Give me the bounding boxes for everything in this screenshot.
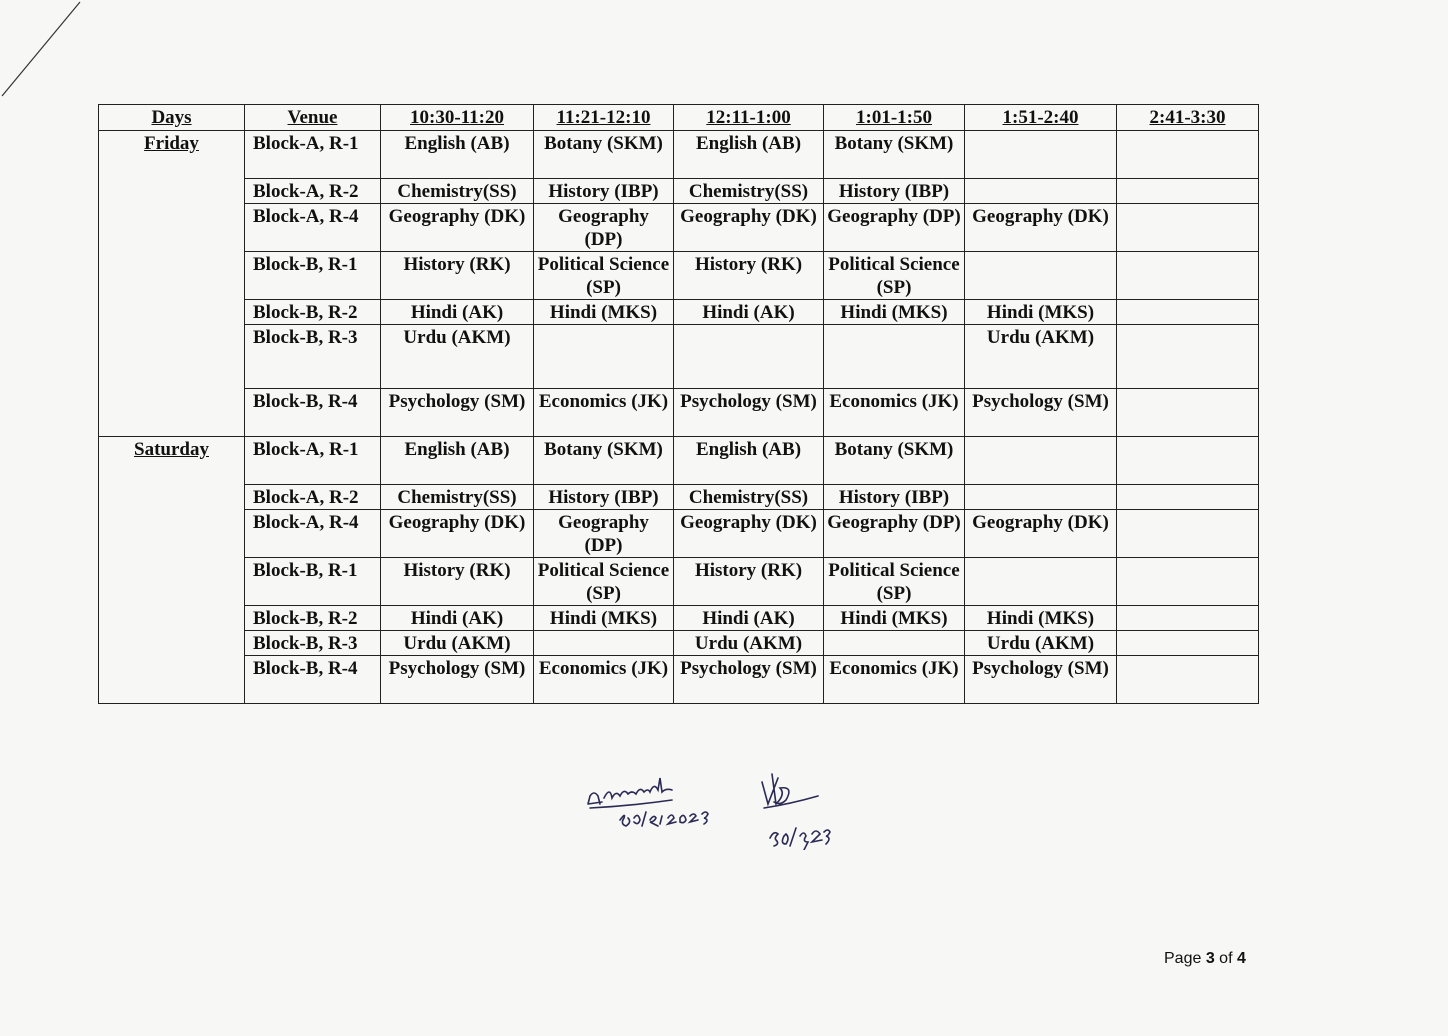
class-cell — [1117, 131, 1259, 179]
class-cell: Botany (SKM) — [534, 437, 674, 485]
class-cell — [824, 325, 965, 389]
table-row — [99, 656, 1259, 704]
class-cell: English (AB) — [381, 437, 534, 485]
class-cell: Hindi (MKS) — [965, 300, 1117, 325]
venue-cell: Block-B, R-3 — [245, 325, 381, 389]
class-cell — [1117, 606, 1259, 631]
venue-cell: Block-B, R-3 — [245, 631, 381, 656]
class-cell: Geography (DK) — [381, 510, 534, 558]
class-cell — [1117, 389, 1259, 437]
class-cell: Geography (DP) — [824, 510, 965, 558]
class-cell: Political Science (SP) — [824, 252, 965, 300]
days-header: Days — [99, 105, 245, 131]
class-cell: Botany (SKM) — [824, 131, 965, 179]
table-row — [99, 485, 1259, 510]
venue-cell: Block-B, R-4 — [245, 389, 381, 437]
class-cell — [674, 325, 824, 389]
table-row — [99, 252, 1259, 300]
class-cell: Economics (JK) — [534, 656, 674, 704]
table-row — [99, 606, 1259, 631]
class-cell — [1117, 510, 1259, 558]
class-cell: Chemistry(SS) — [674, 485, 824, 510]
class-cell: History (RK) — [381, 558, 534, 606]
slot-header: 2:41-3:30 — [1117, 105, 1259, 131]
class-cell: Psychology (SM) — [381, 389, 534, 437]
slot-header: 1:01-1:50 — [824, 105, 965, 131]
class-cell: Psychology (SM) — [674, 656, 824, 704]
class-cell — [1117, 179, 1259, 204]
class-cell: Hindi (AK) — [381, 300, 534, 325]
class-cell: History (IBP) — [534, 179, 674, 204]
table-row — [99, 179, 1259, 204]
class-cell: Geography (DK) — [965, 204, 1117, 252]
table-row — [99, 558, 1259, 606]
class-cell: Hindi (AK) — [381, 606, 534, 631]
slot-header: 11:21-12:10 — [534, 105, 674, 131]
class-cell: Geography (DP) — [824, 204, 965, 252]
class-cell — [1117, 656, 1259, 704]
class-cell: Geography (DK) — [381, 204, 534, 252]
day-cell-friday: Friday — [99, 131, 245, 437]
venue-cell: Block-B, R-2 — [245, 300, 381, 325]
class-cell: Geography (DK) — [965, 510, 1117, 558]
class-cell: History (IBP) — [824, 485, 965, 510]
table-row — [99, 631, 1259, 656]
class-cell: Urdu (AKM) — [965, 631, 1117, 656]
page-total: 4 — [1236, 950, 1246, 967]
class-cell: Hindi (MKS) — [534, 606, 674, 631]
class-cell — [965, 558, 1117, 606]
class-cell: Hindi (MKS) — [534, 300, 674, 325]
day-cell-saturday: Saturday — [99, 437, 245, 704]
venue-cell: Block-B, R-1 — [245, 252, 381, 300]
class-cell: English (AB) — [674, 437, 824, 485]
page-prefix: Page — [1164, 950, 1206, 967]
class-cell: Botany (SKM) — [534, 131, 674, 179]
class-cell: Economics (JK) — [824, 389, 965, 437]
signature-1 — [588, 778, 708, 826]
table-row — [99, 131, 1259, 179]
class-cell: History (RK) — [381, 252, 534, 300]
class-cell: Geography (DP) — [534, 510, 674, 558]
venue-header: Venue — [245, 105, 381, 131]
class-cell — [1117, 252, 1259, 300]
class-cell: Urdu (AKM) — [965, 325, 1117, 389]
class-cell — [1117, 558, 1259, 606]
class-cell: English (AB) — [674, 131, 824, 179]
page-middle: of — [1214, 950, 1237, 967]
class-cell: Urdu (AKM) — [674, 631, 824, 656]
class-cell: Psychology (SM) — [965, 656, 1117, 704]
class-cell: Political Science (SP) — [824, 558, 965, 606]
header-row — [99, 105, 1259, 131]
class-cell — [965, 179, 1117, 204]
class-cell: Psychology (SM) — [674, 389, 824, 437]
class-cell — [1117, 300, 1259, 325]
table-row — [99, 437, 1259, 485]
class-cell — [824, 631, 965, 656]
class-cell: Psychology (SM) — [381, 656, 534, 704]
class-cell: Chemistry(SS) — [674, 179, 824, 204]
scan-mark-line — [0, 0, 90, 100]
class-cell: Geography (DP) — [534, 204, 674, 252]
class-cell: Hindi (MKS) — [965, 606, 1117, 631]
venue-cell: Block-A, R-1 — [245, 437, 381, 485]
class-cell: Economics (JK) — [534, 389, 674, 437]
class-cell: Psychology (SM) — [965, 389, 1117, 437]
class-cell — [965, 437, 1117, 485]
class-cell — [1117, 325, 1259, 389]
slot-header: 1:51-2:40 — [965, 105, 1117, 131]
timetable — [98, 104, 1259, 704]
class-cell: History (RK) — [674, 558, 824, 606]
class-cell: Hindi (MKS) — [824, 606, 965, 631]
class-cell: Geography (DK) — [674, 204, 824, 252]
class-cell: History (IBP) — [534, 485, 674, 510]
class-cell — [965, 252, 1117, 300]
class-cell: Urdu (AKM) — [381, 631, 534, 656]
class-cell: Political Science (SP) — [534, 558, 674, 606]
class-cell — [1117, 485, 1259, 510]
class-cell — [1117, 631, 1259, 656]
class-cell: Urdu (AKM) — [381, 325, 534, 389]
class-cell: Botany (SKM) — [824, 437, 965, 485]
class-cell — [534, 325, 674, 389]
class-cell: Economics (JK) — [824, 656, 965, 704]
venue-cell: Block-B, R-2 — [245, 606, 381, 631]
table-row — [99, 325, 1259, 389]
class-cell: English (AB) — [381, 131, 534, 179]
class-cell — [1117, 204, 1259, 252]
class-cell: History (IBP) — [824, 179, 965, 204]
venue-cell: Block-A, R-4 — [245, 204, 381, 252]
venue-cell: Block-A, R-1 — [245, 131, 381, 179]
venue-cell: Block-B, R-4 — [245, 656, 381, 704]
class-cell: History (RK) — [674, 252, 824, 300]
venue-cell: Block-A, R-4 — [245, 510, 381, 558]
class-cell: Chemistry(SS) — [381, 179, 534, 204]
signatures — [580, 760, 840, 850]
table-row — [99, 389, 1259, 437]
class-cell: Hindi (MKS) — [824, 300, 965, 325]
class-cell: Chemistry(SS) — [381, 485, 534, 510]
signature-2 — [762, 774, 830, 850]
venue-cell: Block-B, R-1 — [245, 558, 381, 606]
slot-header: 12:11-1:00 — [674, 105, 824, 131]
slot-header: 10:30-11:20 — [381, 105, 534, 131]
class-cell — [534, 631, 674, 656]
class-cell: Hindi (AK) — [674, 606, 824, 631]
class-cell — [965, 131, 1117, 179]
venue-cell: Block-A, R-2 — [245, 179, 381, 204]
table-row — [99, 300, 1259, 325]
class-cell — [1117, 437, 1259, 485]
table-row — [99, 510, 1259, 558]
class-cell: Geography (DK) — [674, 510, 824, 558]
page-current: 3 — [1205, 950, 1215, 967]
class-cell: Political Science (SP) — [534, 252, 674, 300]
page-number — [1164, 950, 1246, 968]
class-cell: Hindi (AK) — [674, 300, 824, 325]
venue-cell: Block-A, R-2 — [245, 485, 381, 510]
class-cell — [965, 485, 1117, 510]
table-row — [99, 204, 1259, 252]
